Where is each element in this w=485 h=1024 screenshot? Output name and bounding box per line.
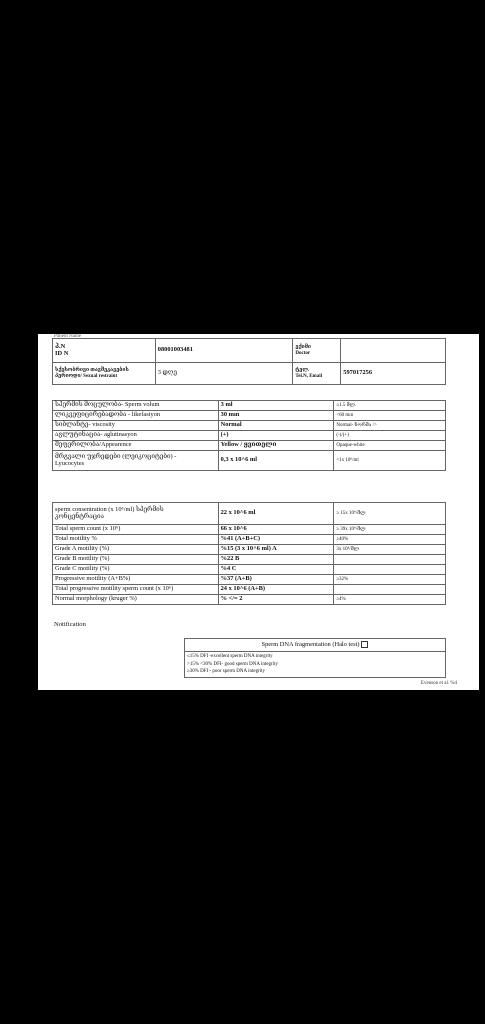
value-cell: %15 (3 x 10^6 ml) A [218, 545, 334, 555]
value-cell: %4 C [218, 565, 334, 575]
value-cell: %37 (A+B) [218, 575, 334, 585]
doctor-label-cell [293, 339, 341, 363]
dna-fragmentation-table [184, 638, 446, 678]
param-cell: Grade B motility (%) [53, 555, 219, 565]
id-label-en: ID N [55, 349, 69, 357]
param-cell [53, 451, 219, 471]
param-cell: შეფერილობა/Appearence [53, 441, 219, 451]
value-cell: 0,3 x 10^6 ml [218, 451, 334, 471]
dna-line: >15% <30% DFI- good sperm DNA integrity [187, 661, 278, 667]
micro-parameters-table [52, 502, 446, 605]
param-cell: Grade C motility (%) [53, 565, 219, 575]
tel-value: 597017256 [341, 363, 446, 385]
ref-cell: <60 mın [334, 411, 446, 421]
ref-cell: ≥ 15x 10⁶/მლ [334, 503, 446, 525]
dna-line: ≤15% DFI -excellent sperm DNA integrity [187, 654, 273, 659]
value-cell: 30 mın [218, 411, 334, 421]
id-label-ka: პ.N [55, 342, 66, 350]
param-cell: სპერმის მოცულობა- Sperm volum [53, 401, 219, 411]
ref-cell: Opaque-white [334, 441, 446, 451]
dna-title-cell [185, 639, 446, 652]
param-cell: Normal morphology (kruger %) [53, 595, 219, 605]
param-line-2: კონცენტრაცია [55, 512, 104, 520]
ref-cell: Normal- ნორმა /> [334, 421, 446, 431]
ref-cell: ≥32% [334, 575, 446, 585]
restraint-label-cell [53, 363, 156, 385]
tel-label-cell [293, 363, 341, 385]
ref-cell: <1x 10⁶/ml [334, 451, 446, 471]
ref-cell [334, 555, 446, 565]
tel-label-ka: ტელ. [295, 368, 310, 374]
top-cut-label: Patient Name [54, 334, 82, 339]
ref-cell: ≥4% [334, 595, 446, 605]
param-cell: Grade A motility (%) [53, 545, 219, 555]
value-cell: Normal [218, 421, 334, 431]
patient-info-table [52, 338, 446, 385]
ref-cell: ≥1.5 მლ. [334, 401, 446, 411]
id-value: 08001003481 [155, 339, 293, 363]
value-cell: % </= 2 [218, 595, 334, 605]
param-line-2: Lyucocytes [55, 459, 85, 467]
param-line-1: მრგვალი უჯრედები (ლეიკოციტები) - [55, 452, 177, 460]
doctor-value [341, 339, 446, 363]
ref-cell: (-)/(+) [334, 431, 446, 441]
id-label-cell [53, 339, 156, 363]
restraint-value: 3 დღე [155, 363, 293, 385]
citation: Evenson et al. %4 [420, 681, 457, 686]
doctor-label-ka: ექიმი [295, 345, 311, 351]
value-cell: %41 (A+B+C) [218, 535, 334, 545]
param-cell [53, 503, 219, 525]
param-cell: აგლუტინაცია- aglutinasyon [53, 431, 219, 441]
param-cell: სიბლანტე- viscosity [53, 421, 219, 431]
param-cell: Total sperm count (x 10⁶) [53, 525, 219, 535]
dna-title: Sperm DNA fragmentation (Halo test) [261, 641, 360, 649]
param-cell: Progressive motility (A+B%) [53, 575, 219, 585]
doctor-label-en: Doctor [295, 350, 311, 356]
ref-cell [334, 585, 446, 595]
dna-line: ≥30% DFI - poor sperm DNA integrity [187, 669, 266, 674]
restraint-label-en: პერიოდი/ Sexual restraint [55, 373, 118, 379]
checkbox-icon[interactable] [361, 641, 368, 648]
value-cell: 3 ml [218, 401, 334, 411]
restraint-label-ka: სქესობრივი თავშეკავების [55, 368, 129, 374]
notification-label: Notification [54, 621, 86, 628]
report-document [38, 334, 479, 690]
value-cell: 22 x 10^6 ml [218, 503, 334, 525]
param-line-1: sperm consentration (x 10⁶/ml) სპერმის [55, 505, 164, 513]
value-cell: 66 x 10^6 [218, 525, 334, 535]
param-cell: ლიკვეფიცირებადობა - likefasiyon [53, 411, 219, 421]
value-cell: 24 x 10^6 (A+B) [218, 585, 334, 595]
macro-parameters-table [52, 400, 446, 471]
ref-cell: ≥40% [334, 535, 446, 545]
param-cell: Total progressive motility sperm count (x 10⁶) [53, 585, 219, 595]
value-cell: Yellow / ყვითელი [218, 441, 334, 451]
dna-lines-cell [185, 652, 446, 678]
value-cell: %22 B [218, 555, 334, 565]
value-cell: (+) [218, 431, 334, 441]
ref-cell: ≥ 39x 10⁶/მლ [334, 525, 446, 535]
ref-cell: 3x 10⁶/მლ [334, 545, 446, 555]
param-cell: Total motility % [53, 535, 219, 545]
tel-label-en: Tel.N, Email [295, 373, 322, 379]
ref-cell [334, 565, 446, 575]
